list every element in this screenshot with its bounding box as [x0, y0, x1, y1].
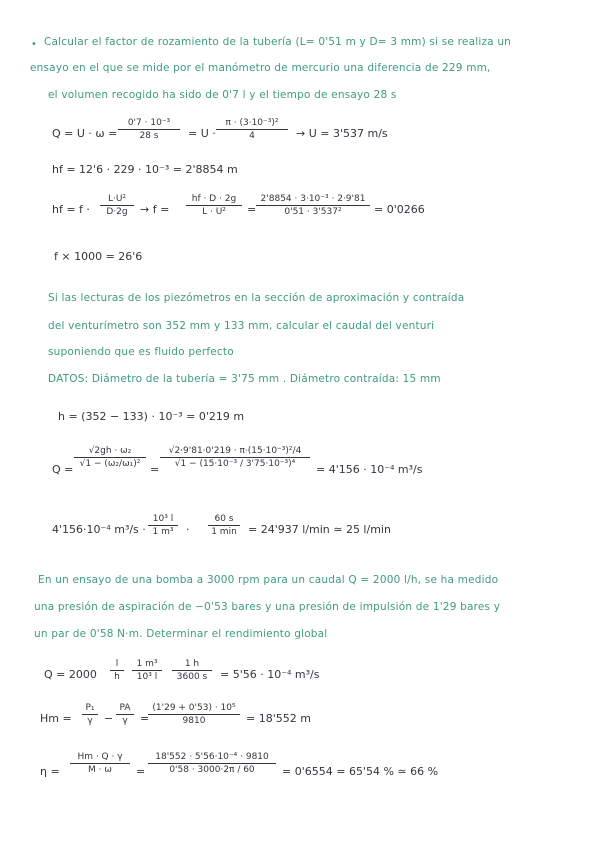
p1-q-mid: = U ·: [188, 127, 216, 140]
problem1-line1: Calcular el factor de rozamiento de la tubería (L= 0'51 m y D= 3 mm) si se realiza un: [44, 36, 512, 48]
problem2-line1: Si las lecturas de los piezómetros en la sección de aproximación y contraída: [48, 292, 465, 304]
p3-hm-f2-num: PA: [119, 703, 131, 713]
p1-hf2-arrow: → f =: [140, 203, 170, 216]
p1-f1000: f × 1000 = 26'6: [54, 250, 143, 263]
p1-q-fraction-volume: [118, 118, 180, 141]
p3-q-fraction3: [172, 659, 212, 682]
p3-q-f1-den: h: [114, 672, 120, 682]
p2-h-line: h = (352 − 133) · 10⁻³ = 0'219 m: [58, 410, 245, 423]
p2-conv-f1-num: 10³ l: [152, 514, 174, 524]
p2-q-a-den: √1 − (ω₂/ω₁)²: [79, 459, 141, 469]
p2-conv-left: 4'156·10⁻⁴ m³/s ·: [52, 523, 146, 536]
p3-q-f2-den: 10³ l: [136, 672, 158, 682]
p1-q-right: → U = 3'537 m/s: [296, 127, 388, 140]
p3-q-f1-num: l: [115, 659, 119, 669]
p1-q-frac2-den: 4: [249, 131, 255, 141]
p3-hm-fraction2: [116, 703, 134, 726]
p1-q-left: Q = U · ω =: [52, 127, 118, 140]
p3-hm-eq: =: [140, 712, 150, 725]
p2-q-result: = 4'156 · 10⁻⁴ m³/s: [316, 463, 423, 476]
p3-eta-result: = 0'6554 = 65'54 % ≃ 66 %: [282, 765, 439, 778]
p2-conv-f2-num: 60 s: [214, 514, 234, 524]
p3-hm-f1-num: P₁: [85, 703, 95, 713]
problem2-line3: suponiendo que es fluido perfecto: [48, 346, 234, 358]
p3-hm-f1-den: γ: [87, 716, 93, 726]
p1-hf2-frac3-num: 2'8854 · 3·10⁻³ · 2·9'81: [260, 194, 366, 204]
problem2-line2: del venturímetro son 352 mm y 133 mm, calcular el caudal del venturi: [48, 320, 435, 332]
problem3-line3: un par de 0'58 N·m. Determinar el rendimiento global: [34, 628, 328, 640]
p1-q-frac2-num: π · (3·10⁻³)²: [225, 118, 279, 128]
p3-q-f3-num: 1 h: [184, 659, 200, 669]
p2-q-fraction-a: [74, 446, 146, 469]
problem1-line2: ensayo en el que se mide por el manómetro de mercurio una diferencia de 229 mm,: [30, 62, 491, 74]
p2-q-fraction-b: [160, 446, 310, 469]
problem3-line2: una presión de aspiración de −0'53 bares y una presión de impulsión de 1'29 bares y: [34, 601, 501, 613]
p2-q-a-num: √2gh · ω₂: [88, 446, 132, 456]
p2-q-left: Q =: [52, 463, 74, 476]
p3-hm-minus: −: [104, 712, 114, 725]
p1-hf2-frac1-num: L·U²: [107, 194, 127, 204]
p3-eta-eq: =: [136, 765, 146, 778]
p1-hf2-left: hf = f ·: [52, 203, 90, 216]
p2-q-b-num: √2·9'81·0'219 · π·(15·10⁻³)²/4: [168, 446, 302, 456]
p3-hm-left: Hm =: [40, 712, 72, 725]
p1-hf2-fraction1: [100, 194, 134, 217]
p1-hf2-frac2-num: hf · D · 2g: [191, 194, 237, 204]
problem2-data-line: DATOS: Diámetro de la tubería = 3'75 mm . Diámetro contraída: 15 mm: [48, 373, 441, 385]
p1-hf2-eq: =: [247, 203, 257, 216]
p1-q-frac1-num: 0'7 · 10⁻³: [127, 118, 171, 128]
p1-q-frac1-den: 28 s: [139, 131, 159, 141]
p3-hm-fraction3: [148, 703, 240, 726]
p3-q-left: Q = 2000: [44, 668, 97, 681]
p1-q-fraction-area: [216, 118, 288, 141]
p3-hm-result: = 18'552 m: [246, 712, 311, 725]
p3-eta-fraction1: [70, 752, 130, 775]
p3-eta-f2-num: 18'552 · 5'56·10⁻⁴ · 9810: [155, 752, 269, 762]
p3-q-result: = 5'56 · 10⁻⁴ m³/s: [220, 668, 320, 681]
p3-hm-fraction1: [82, 703, 98, 726]
p3-eta-f1-num: Hm · Q · γ: [77, 752, 123, 762]
p3-hm-f3-num: (1'29 + 0'53) · 10⁵: [152, 703, 236, 713]
p2-conv-result: = 24'937 l/min ≃ 25 l/min: [248, 523, 391, 536]
p2-conv-fraction1: [148, 514, 178, 537]
p2-conv-fraction2: [208, 514, 240, 537]
p2-conv-f1-den: 1 m³: [152, 527, 174, 537]
p2-q-eq: =: [150, 463, 160, 476]
p1-hf2-frac1-den: D·2g: [106, 207, 128, 217]
p3-q-fraction2: [132, 659, 162, 682]
problem1-line3: el volumen recogido ha sido de 0'7 l y el tiempo de ensayo 28 s: [48, 89, 397, 101]
bullet-marker: •: [31, 39, 37, 50]
p2-conv-f2-den: 1 min: [211, 527, 237, 537]
problem3-line1: En un ensayo de una bomba a 3000 rpm para un caudal Q = 2000 l/h, se ha medido: [38, 574, 499, 586]
p3-q-fraction1: [110, 659, 124, 682]
p3-hm-f3-den: 9810: [182, 716, 206, 726]
p3-hm-f2-den: γ: [122, 716, 128, 726]
p2-conv-dot: ·: [186, 523, 190, 536]
p1-hf-line: hf = 12'6 · 229 · 10⁻³ = 2'8854 m: [52, 163, 238, 176]
p3-q-f3-den: 3600 s: [176, 672, 208, 682]
p3-q-f2-num: 1 m³: [136, 659, 158, 669]
p1-hf2-frac2-den: L · U²: [202, 207, 226, 217]
p3-eta-f2-den: 0'58 · 3000·2π / 60: [169, 765, 255, 775]
p1-hf2-fraction2: [186, 194, 242, 217]
p3-eta-fraction2: [148, 752, 276, 775]
p1-hf2-frac3-den: 0'51 · 3'537²: [284, 207, 342, 217]
p3-eta-left: η =: [40, 765, 60, 778]
p3-eta-f1-den: M · ω: [88, 765, 112, 775]
p1-hf2-fraction3: [256, 194, 370, 217]
p1-hf2-result: = 0'0266: [374, 203, 425, 216]
p2-q-b-den: √1 − (15·10⁻³ / 3'75·10⁻³)⁴: [174, 459, 296, 469]
